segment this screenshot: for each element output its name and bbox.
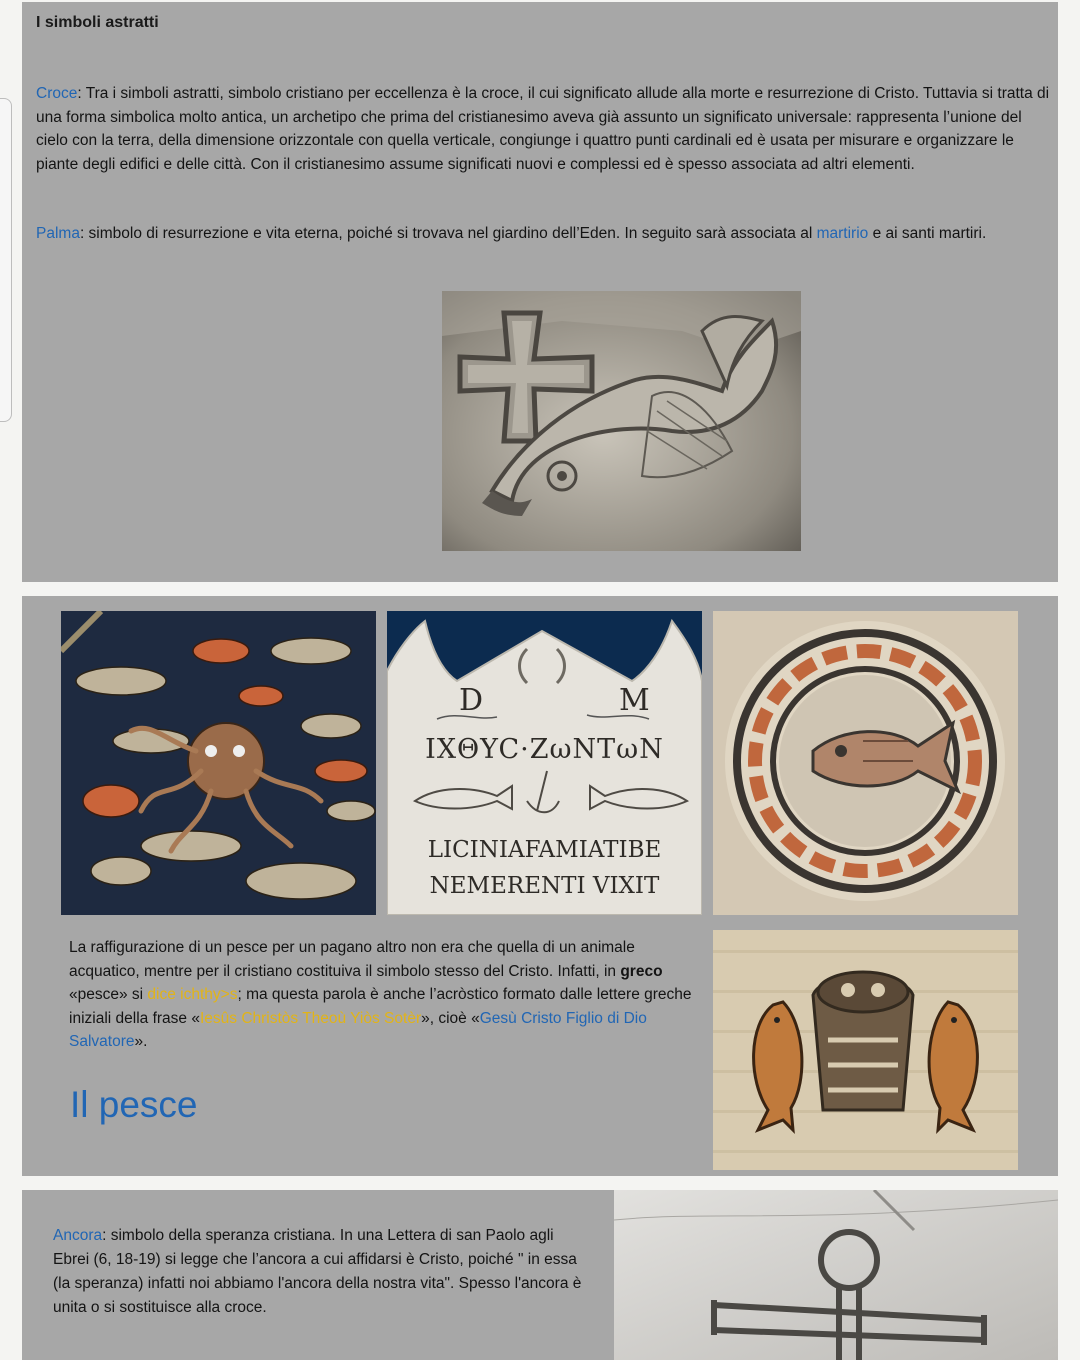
- greco-word: greco: [620, 962, 663, 980]
- translation-phrase: Gesù Cristo Figlio di Dio Salvatore: [69, 1009, 647, 1050]
- ichthys-inscription-image: [387, 611, 702, 915]
- croce-text: : Tra i simboli astratti, simbolo cristiano per eccellenza è la croce, il cui significato allude alla morte e resurrezione di Cristo. Tuttavia si tratta di una forma simbolica molto antica, un archetipo che prima del cristianesimo aveva già assunto un significato universale: rappresenta l’unione del cielo con la terra, della dimensione orizzontale con quella verticale, congiunge i quattro punti cardinali ed è usata per misurare e organizzare le piante degli edifici e delle città. Con il cristianesimo assume significati nuovi e complessi ed è spesso associata ad altri elementi.: [36, 85, 1050, 173]
- ancora-text: : simbolo della speranza cristiana. In una Lettera di san Paolo agli Ebrei (6, 18-19) si legge che l’ancora a cui affidarsi è Cristo, poiché " in essa (la speranza) infatti noi abbiamo l'ancora della nostra vita". Spesso l'ancora è unita o si sostituisce alla croce.: [53, 1227, 582, 1316]
- palma-text-after: e ai santi martiri.: [868, 225, 987, 242]
- inscription-line4: NEMERENTI VIXIT: [429, 873, 660, 899]
- il-pesce-title: Il pesce: [70, 1084, 198, 1125]
- ancora-term: Ancora: [53, 1227, 103, 1244]
- croce-paragraph: [36, 82, 1052, 176]
- slide-ancora: [22, 1190, 1058, 1360]
- slide-il-pesce: [22, 596, 1058, 1176]
- cross-fish-relief-image: [442, 291, 801, 551]
- ichthys-term: dice ichthy>s: [147, 986, 238, 1003]
- ancora-paragraph: [53, 1224, 593, 1320]
- fish-mosaic-image: [61, 611, 376, 915]
- inscription-line3: LICINIAFAMIATIBE: [427, 837, 662, 863]
- palma-text-before: : simbolo di resurrezione e vita eterna, poiché si trovava nel giardino dell’Eden. In seguito sarà associata al: [79, 225, 817, 242]
- martirio-link[interactable]: martirio: [816, 225, 869, 242]
- palma-paragraph: [36, 222, 1052, 246]
- loaves-fishes-mosaic-image: [713, 930, 1018, 1170]
- greek-phrase: Iesûs Christòs Theoù Yiòs Sotèr: [199, 1009, 422, 1027]
- palma-term: Palma: [36, 225, 80, 242]
- croce-term: Croce: [36, 85, 78, 102]
- round-fish-mosaic-image: [713, 611, 1018, 915]
- section-heading: I simboli astratti: [36, 14, 159, 31]
- pesce-paragraph: La raffigurazione di un pesce per un pagano altro non era che quella di un animale acquatico, mentre per il cristiano costituiva il simbolo stesso del Cristo. Infatti, in greco «pesce» si dice ichthy>s; ma questa parola è anche l’acròstico formato dalle lettere greche iniziali della frase «Iesûs Christòs Theoù Yiòs Sotèr», cioè «Gesù Cristo Figlio di Dio Salvatore».: [69, 939, 692, 1050]
- inscription-ichthys: IXΘYC·ZωNTωN: [425, 734, 664, 765]
- inscription-m: M: [619, 683, 650, 718]
- slide-simboli-astratti: [22, 2, 1058, 582]
- anchor-relief-image: [614, 1190, 1058, 1360]
- inscription-d: D: [459, 683, 484, 718]
- side-scroll-tab[interactable]: [0, 98, 12, 422]
